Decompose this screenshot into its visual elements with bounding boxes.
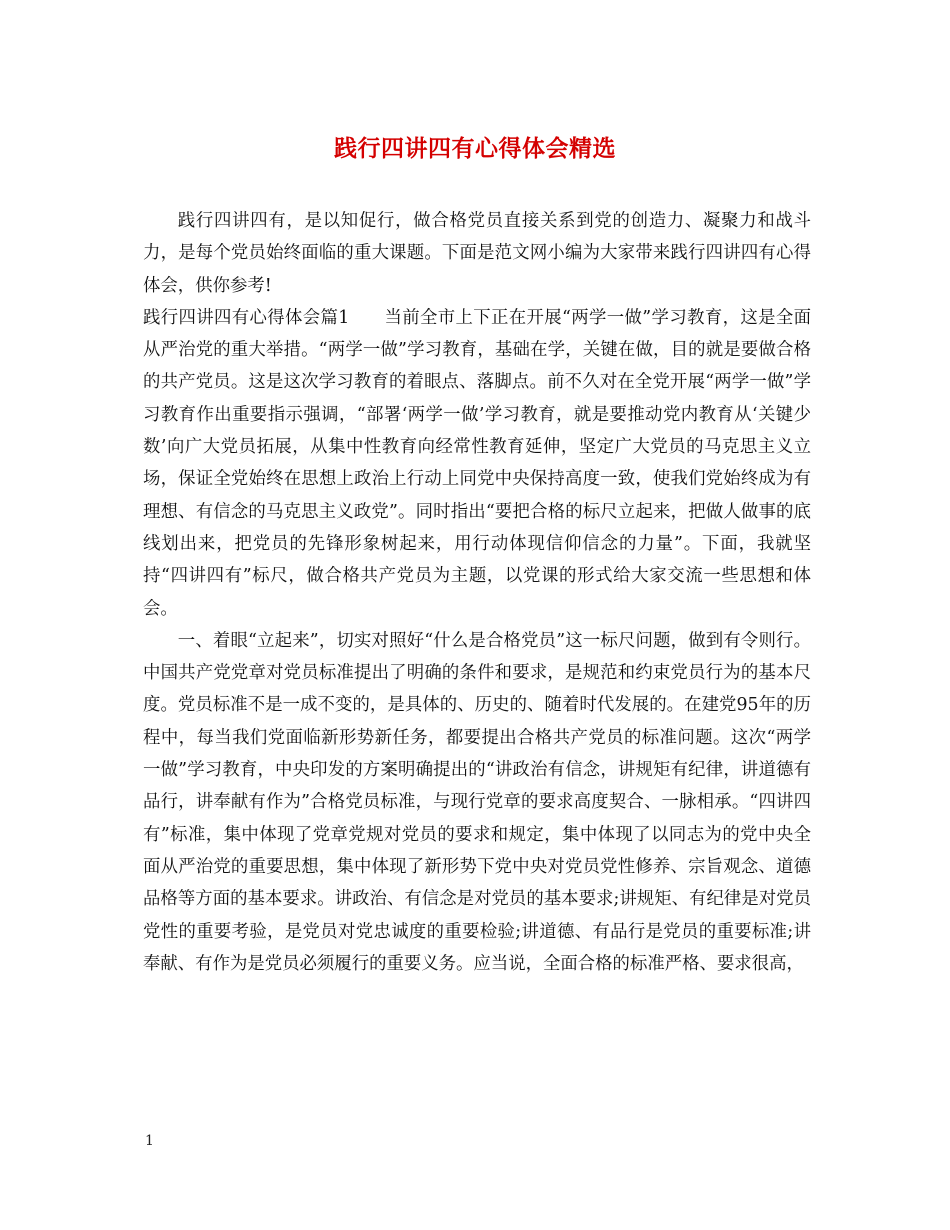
intro-paragraph: 践行四讲四有，是以知促行，做合格党员直接关系到党的创造力、凝聚力和战斗力，是每个党员始终面临的重大课题。下面是范文网小编为大家带来践行四讲四有心得体会，供你参考! — [143, 211, 811, 296]
document-body — [143, 205, 811, 980]
section1-heading: 践行四讲四有心得体会篇1 — [143, 307, 350, 328]
section1-paragraph — [143, 302, 811, 625]
section1-gap — [349, 308, 384, 328]
point1-paragraph: 一、着眼“立起来”，切实对照好“什么是合格党员”这一标尺问题，做到有令则行。中国共产党党章对党员标准提出了明确的条件和要求，是规范和约束党员行为的基本尺度。党员标准不是一成不变的，是具体的、历史的、随着时代发展的。在建党95年的历程中，每当我们党面临新形势新任务，都要提出合格共产党员的标准问题。这次“两学一做”学习教育，中央印发的方案明确提出的“讲政治有信念，讲规矩有纪律，讲道德有品行，讲奉献有作为”合格党员标准，与现行党章的要求高度契合、一脉相承。“四讲四有”标准，集中体现了党章党规对党员的要求和规定，集中体现了以同志为的党中央全面从严治党的重要思想，集中体现了新形势下党中央对党员党性修养、宗旨观念、道德品格等方面的基本要求。讲政治、有信念是对党员的基本要求;讲规矩、有纪律是对党员党性的重要考验，是党员对党忠诚度的重要检验;讲道德、有品行是党员的重要标准;讲奉献、有作为是党员必须履行的重要义务。应当说，全面合格的标准严格、要求很高， — [143, 630, 811, 974]
page-number: 1 — [145, 1133, 154, 1149]
document-title: 践行四讲四有心得体会精选 — [334, 135, 616, 162]
section1-body: 当前全市上下正在开展“两学一做”学习教育，这是全面从严治党的重大举措。“两学一做”学习教育，基础在学，关键在做，目的就是要做合格的共产党员。这是这次学习教育的着眼点、落脚点。前不久对在全党开展“两学一做”学习教育作出重要指示强调，“部署‘两学一做’学习教育，就是要推动党内教育从‘关键少数’向广大党员拓展，从集中性教育向经常性教育延伸，坚定广大党员的马克思主义立场，保证全党始终在思想上政治上行动上同党中央保持高度一致，使我们党始终成为有理想、有信念的马克思主义政党”。同时指出“要把合格的标尺立起来，把做人做事的底线划出来，把党员的先锋形象树起来，用行动体现信仰信念的力量”。下面，我就坚持“四讲四有”标尺，做合格共产党员为主题，以党课的形式给大家交流一些思想和体会。 — [143, 307, 811, 619]
